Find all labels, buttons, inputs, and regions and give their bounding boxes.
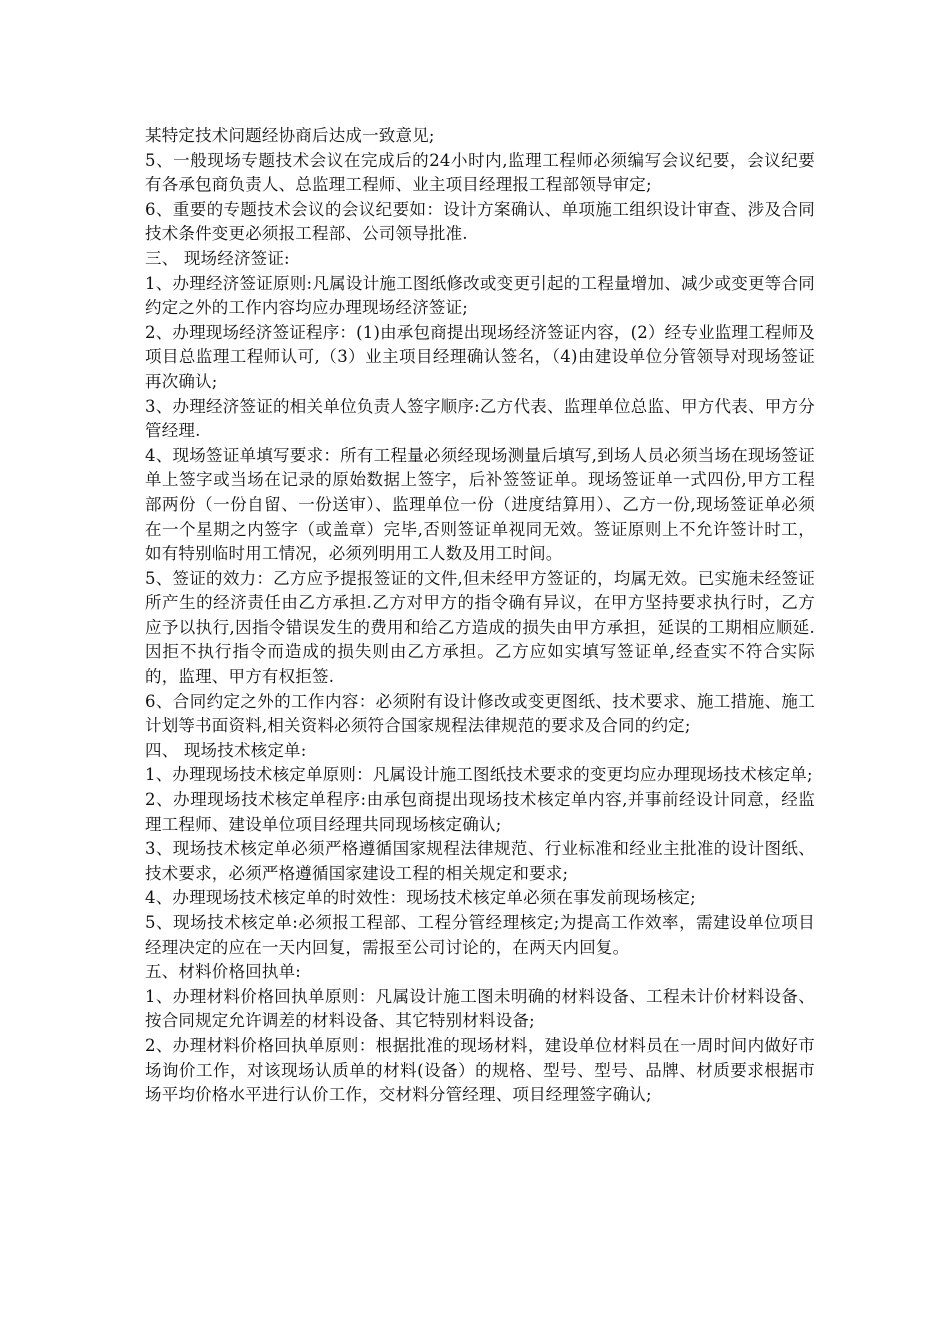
paragraph-5-1: 1、办理材料价格回执单原则：凡属设计施工图未明确的材料设备、工程未计价材料设备、按合同规定允许调差的材料设备、其它特别材料设备; xyxy=(145,986,815,1031)
paragraph-4-4: 4、办理现场技术核定单的时效性：现场技术核定单必须在事发前现场核定; xyxy=(145,888,696,908)
paragraph-3-3: 3、办理经济签证的相关单位负责人签字顺序:乙方代表、监理单位总监、甲方代表、甲方分管经理. xyxy=(145,396,815,441)
paragraph-3-1: 1、办理经济签证原则:凡属设计施工图纸修改或变更引起的工程量增加、减少或变更等合同约定之外的工作内容均应办理现场经济签证; xyxy=(145,273,815,318)
document-body xyxy=(145,124,815,1108)
paragraph-3-5: 5、签证的效力：乙方应予提报签证的文件,但未经甲方签证的，均属无效。已实施未经签证所产生的经济责任由乙方承担.乙方对甲方的指令确有异议，在甲方坚持要求执行时，乙方应予以执行,因指令错误发生的费用和给乙方造成的损失由甲方承担，延误的工期相应顺延.因拒不执行指令而造成的损失则由乙方承担。乙方应如实填写签证单,经查实不符合实际的，监理、甲方有权拒签. xyxy=(145,568,815,687)
section-heading-3: 三、 现场经济签证: xyxy=(145,248,290,268)
section-heading-4: 四、 现场技术核定单: xyxy=(145,740,307,760)
paragraph-3-4: 4、现场签证单填写要求：所有工程量必须经现场测量后填写,到场人员必须当场在现场签证单上签字或当场在记录的原始数据上签字，后补签签证单。现场签证单一式四份,甲方工程部两份（一份自留、一份送审）、监理单位一份（进度结算用）、乙方一份,现场签证单必须在一个星期之内签字（或盖章）完毕,否则签证单视同无效。签证原则上不允许签计时工，如有特别临时用工情况，必须列明用工人数及用工时间。 xyxy=(145,445,815,564)
paragraph-4-1: 1、办理现场技术核定单原则：凡属设计施工图纸技术要求的变更均应办理现场技术核定单; xyxy=(145,765,813,785)
paragraph-2-6: 6、重要的专题技术会议的会议纪要如：设计方案确认、单项施工组织设计审查、涉及合同技术条件变更必须报工程部、公司领导批准. xyxy=(145,199,815,244)
paragraph-4-2: 2、办理现场技术核定单程序:由承包商提出现场技术核定单内容,并事前经设计同意，经监理工程师、建设单位项目经理共同现场核定确认; xyxy=(145,790,815,834)
paragraph-3-2: 2、办理现场经济签证程序：(1)由承包商提出现场经济签证内容，(2）经专业监理工程师及项目总监理工程师认可,（3）业主项目经理确认签名，（4)由建设单位分管领导对现场签证再次确认; xyxy=(145,322,815,391)
paragraph-2-5: 5、一般现场专题技术会议在完成后的24小时内,监理工程师必须编写会议纪要，会议纪要有各承包商负责人、总监理工程师、业主项目经理报工程部领导审定; xyxy=(145,150,815,195)
paragraph-4-5: 5、现场技术核定单:必须报工程部、工程分管经理核定;为提高工作效率，需建设单位项目经理决定的应在一天内回复，需报至公司讨论的，在两天内回复。 xyxy=(145,913,815,957)
paragraph-3-6: 6、合同约定之外的工作内容：必须附有设计修改或变更图纸、技术要求、施工措施、施工计划等书面资料,相关资料必须符合国家规程法律规范的要求及合同的约定; xyxy=(145,691,815,736)
paragraph-continuation: 某特定技术问题经协商后达成一致意见; xyxy=(145,126,435,145)
paragraph-5-2: 2、办理材料价格回执单原则：根据批准的现场材料，建设单位材料员在一周时间内做好市场询价工作，对该现场认质单的材料(设备）的规格、型号、型号、品牌、材质要求根据市场平均价格水平进行认价工作，交材料分管经理、项目经理签字确认; xyxy=(145,1035,815,1105)
section-heading-5: 五、材料价格回执单: xyxy=(145,962,302,982)
paragraph-4-3: 3、现场技术核定单必须严格遵循国家规程法律规范、行业标准和经业主批准的设计图纸、技术要求，必须严格遵循国家建设工程的相关规定和要求; xyxy=(145,839,815,883)
